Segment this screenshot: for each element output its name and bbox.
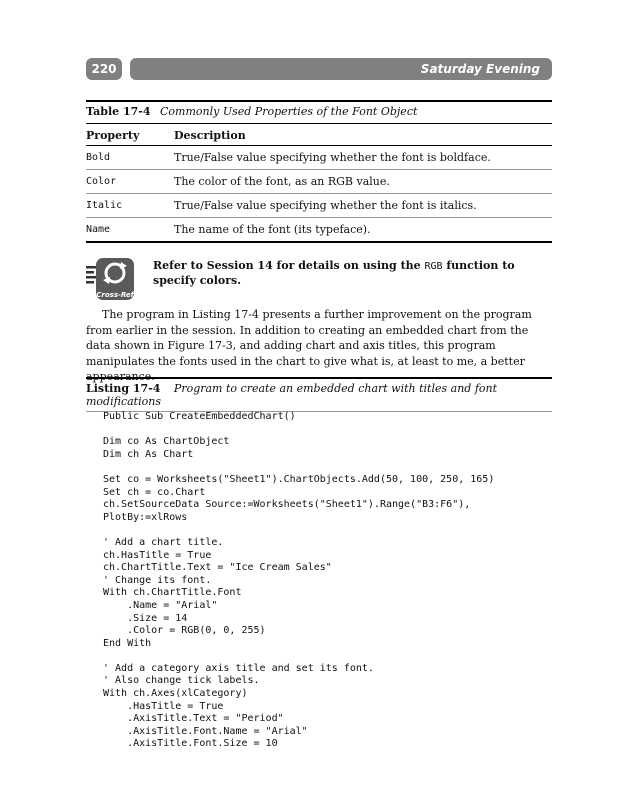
body-paragraph: The program in Listing 17-4 presents a further improvement on the program from earlier in the session. In addition to creating an embedded chart from the data shown in Figure 17-3, and adding chart and axis titles, this program manipulates the fonts used in the chart to give what is, at least to me, a better appearance. bbox=[86, 308, 532, 383]
property-cell: Bold bbox=[86, 146, 174, 170]
description-cell: The color of the font, as an RGB value. bbox=[174, 170, 552, 194]
cross-ref-text-before: Refer to Session 14 for details on using the bbox=[153, 259, 425, 272]
description-cell: True/False value specifying whether the font is boldface. bbox=[174, 146, 552, 170]
description-cell: True/False value specifying whether the font is italics. bbox=[174, 194, 552, 218]
cross-ref-icon-label: Cross-Ref bbox=[96, 291, 134, 299]
section-title: Saturday Evening bbox=[130, 58, 552, 80]
table-row bbox=[86, 194, 552, 218]
page-number: 220 bbox=[86, 58, 122, 80]
code-listing: Public Sub CreateEmbeddedChart() Dim co As ChartObject Dim ch As Chart Set co = Worksheets("Sheet1").ChartObjects.Add(50, 100, 250, 165) Set ch = co.Chart ch.SetSourceData Source:=Worksheets("Sheet1").Range("B3:F6"), PlotBy:=xlRows ' Add a chart title. ch.HasTitle = True ch.ChartTitle.Text = "Ice Cream Sales" ' Change its font. With ch.ChartTitle.Font .Name = "Arial" .Size = 14 .Color = RGB(0, 0, 255) End With ' Add a category axis title and set its font. ' Also change tick labels. With ch.Axes(xlCategory) .HasTitle = True .AxisTitle.Text = "Period" .AxisTitle.Font.Name = "Arial" .AxisTitle.Font.Size = 10 bbox=[103, 411, 495, 750]
column-header-description: Description bbox=[174, 124, 552, 146]
listing-caption bbox=[86, 377, 552, 412]
property-cell: Color bbox=[86, 170, 174, 194]
cross-ref-text-after: function to specify colors. bbox=[153, 259, 515, 287]
cross-ref-note bbox=[153, 259, 553, 288]
cross-ref-code: RGB bbox=[424, 261, 443, 272]
table-caption-title: Commonly Used Properties of the Font Object bbox=[160, 105, 418, 118]
running-header bbox=[86, 58, 552, 80]
table-row bbox=[86, 146, 552, 170]
font-properties-table-block bbox=[86, 100, 552, 243]
font-properties-table bbox=[86, 123, 552, 243]
listing-caption-number: Listing 17-4 bbox=[86, 382, 161, 395]
column-header-property: Property bbox=[86, 124, 174, 146]
table-caption bbox=[86, 100, 552, 123]
property-cell: Italic bbox=[86, 194, 174, 218]
table-row bbox=[86, 218, 552, 243]
property-cell: Name bbox=[86, 218, 174, 243]
table-header-row bbox=[86, 124, 552, 146]
cross-ref-icon bbox=[86, 256, 136, 302]
listing-caption-title: Program to create an embedded chart with titles and font modifications bbox=[86, 382, 498, 408]
table-row bbox=[86, 170, 552, 194]
description-cell: The name of the font (its typeface). bbox=[174, 218, 552, 243]
table-caption-number: Table 17-4 bbox=[86, 105, 151, 118]
